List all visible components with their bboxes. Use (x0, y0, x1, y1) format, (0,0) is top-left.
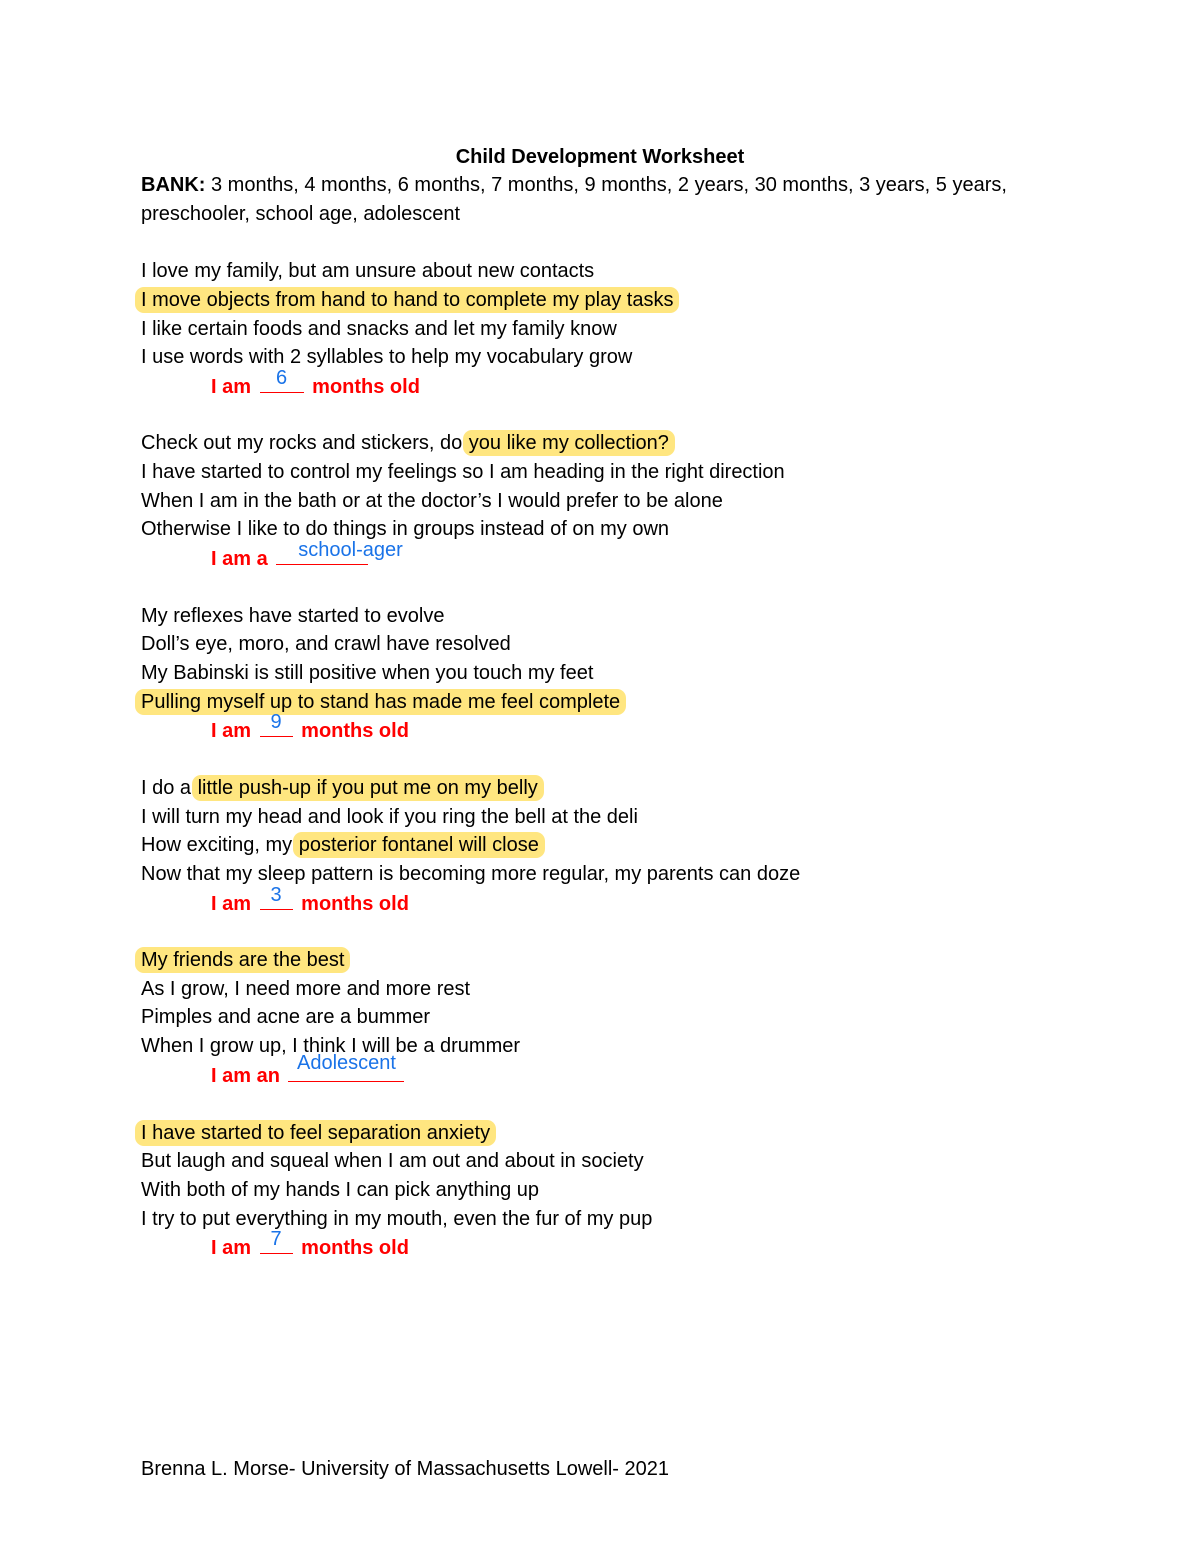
stanza4-answer (211, 884, 409, 918)
word-bank (141, 171, 1021, 229)
stanza6-line1-highlight: I have started to feel separation anxiety (135, 1120, 496, 1146)
stanza2-line1 (141, 429, 675, 457)
stanza2-line2: I have started to control my feelings so I am heading in the right direction (141, 461, 785, 483)
stanza1-answer (211, 367, 420, 401)
stanza2-answer-prefix: I am a (211, 548, 268, 570)
stanza5-line4: When I grow up, I think I will be a drummer (141, 1035, 521, 1057)
stanza4-answer-fill: 3 (270, 884, 282, 906)
stanza1-answer-fill: 6 (276, 367, 288, 389)
stanza5-line1 (141, 946, 350, 974)
stanza1-line4: I use words with 2 syllables to help my vocabulary grow (141, 346, 633, 368)
stanza3-answer-suffix: months old (301, 720, 409, 742)
stanza4-line2: I will turn my head and look if you ring the bell at the deli (141, 806, 638, 828)
stanza3-line1: My reflexes have started to evolve (141, 605, 445, 627)
stanza6-line3: With both of my hands I can pick anything up (141, 1179, 539, 1201)
stanza3-answer-fill: 9 (270, 711, 282, 733)
stanza4-line3-highlight: posterior fontanel will close (293, 832, 545, 858)
stanza2-line1-highlight: you like my collection? (463, 430, 675, 456)
stanza2-answer-fill: school-ager (298, 539, 403, 561)
stanza1-line3: I like certain foods and snacks and let my family know (141, 318, 617, 340)
stanza6-answer-blank[interactable] (260, 1228, 293, 1254)
stanza6-answer-fill: 7 (270, 1228, 282, 1250)
stanza1-answer-prefix: I am (211, 376, 252, 398)
stanza6-line1 (141, 1119, 496, 1147)
stanza3-answer-blank[interactable] (260, 711, 293, 737)
stanza2-answer (211, 539, 403, 573)
word-bank-text: 3 months, 4 months, 6 months, 7 months, 9 months, 2 years, 30 months, 3 years, 5 years, preschooler, school age, adolescent (141, 174, 1007, 225)
stanza6-line4: I try to put everything in my mouth, even the fur of my pup (141, 1208, 653, 1230)
stanza5-answer-prefix: I am an (211, 1065, 280, 1087)
stanza4-line4: Now that my sleep pattern is becoming more regular, my parents can doze (141, 863, 801, 885)
stanza2-answer-blank[interactable] (276, 539, 403, 565)
page-footer: Brenna L. Morse- University of Massachusetts Lowell- 2021 (141, 1458, 670, 1480)
stanza5-line2: As I grow, I need more and more rest (141, 978, 471, 1000)
stanza4-line1-text: I do a (141, 777, 192, 799)
page-title: Child Development Worksheet (455, 146, 745, 168)
stanza3-line4-highlight: Pulling myself up to stand has made me feel complete (135, 689, 626, 715)
stanza1-answer-blank[interactable] (260, 367, 304, 393)
stanza5-line1-highlight: My friends are the best (135, 947, 350, 973)
stanza4-line3-text: How exciting, my (141, 834, 293, 856)
stanza3-line3: My Babinski is still positive when you touch my feet (141, 662, 594, 684)
stanza1-line2 (141, 286, 679, 314)
stanza2-line4: Otherwise I like to do things in groups instead of on my own (141, 518, 670, 540)
stanza1-line1: I love my family, but am unsure about new contacts (141, 260, 595, 282)
stanza6-line2: But laugh and squeal when I am out and about in society (141, 1150, 644, 1172)
stanza5-line3: Pimples and acne are a bummer (141, 1006, 431, 1028)
stanza4-line1 (141, 774, 544, 802)
stanza3-line4 (141, 688, 626, 716)
stanza5-answer (211, 1052, 407, 1090)
stanza1-line2-highlight: I move objects from hand to hand to complete my play tasks (135, 287, 679, 313)
stanza6-answer-suffix: months old (301, 1237, 409, 1259)
stanza2-line1-text: Check out my rocks and stickers, do (141, 432, 463, 454)
word-bank-label: BANK: (141, 174, 206, 196)
stanza5-answer-blank[interactable] (288, 1052, 404, 1082)
stanza4-answer-blank[interactable] (260, 884, 293, 910)
stanza6-answer-prefix: I am (211, 1237, 252, 1259)
stanza3-answer-prefix: I am (211, 720, 252, 742)
stanza2-line3: When I am in the bath or at the doctor’s I would prefer to be alone (141, 490, 723, 512)
stanza3-line2: Doll’s eye, moro, and crawl have resolved (141, 633, 511, 655)
stanza4-line1-highlight: little push-up if you put me on my belly (192, 775, 544, 801)
stanza4-line3 (141, 831, 545, 859)
stanza4-answer-prefix: I am (211, 893, 252, 915)
stanza1-answer-suffix: months old (312, 376, 420, 398)
stanza3-answer (211, 711, 409, 745)
stanza6-answer (211, 1228, 409, 1262)
stanza5-answer-fill: Adolescent (297, 1052, 396, 1074)
stanza4-answer-suffix: months old (301, 893, 409, 915)
